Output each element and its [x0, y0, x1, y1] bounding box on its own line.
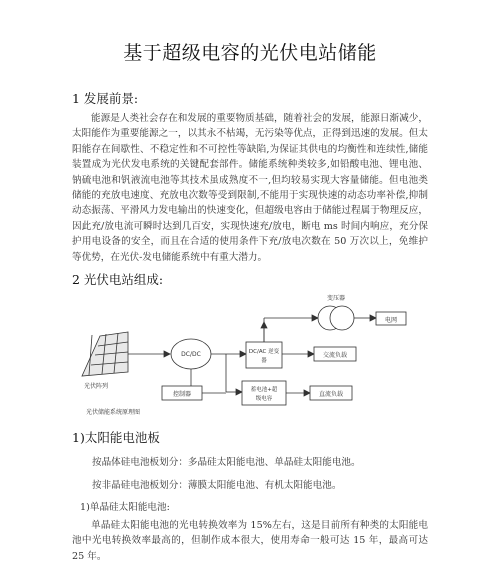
transformer-label: 变压器 — [326, 295, 346, 302]
section-heading-composition: 2 光伏电站组成: — [72, 272, 164, 287]
ac-load-label: 交流负载 — [322, 352, 348, 359]
subheading-mono-crystalline: 1)单晶硅太阳能电池: — [80, 502, 170, 513]
amorphous-classification: 按非晶硅电池板划分：薄膜太阳能电池、有机太阳能电池。 — [92, 480, 342, 491]
pv-array-icon — [82, 332, 128, 376]
grid-label: 电网 — [384, 317, 398, 324]
pv-array-label: 光伏阵列 — [84, 383, 109, 390]
dcac-label-line2: 器 — [261, 358, 267, 364]
crystalline-classification: 按晶体硅电池板划分：多晶硅太阳能电池、单晶硅太阳能电池。 — [92, 457, 361, 468]
mono-crystalline-paragraph-text: 单晶硅太阳能电池的光电转换效率为 15%左右，这是目前所有种类的太阳能电池中光电转换效率最高的，但制作成本很大，使用寿命一般可达 15 年，最高可达 25 年。 — [72, 520, 428, 562]
section-heading-prospects: 1 发展前景: — [72, 91, 139, 106]
dcdc-label: DC/DC — [181, 351, 201, 358]
mono-crystalline-paragraph — [72, 518, 428, 564]
storage-label-line2: 级电容 — [255, 396, 273, 402]
dcac-label-line1: DC/AC 逆变 — [248, 349, 280, 355]
page-title: 基于超级电容的光伏电站储能 — [123, 42, 377, 64]
pv-storage-diagram — [80, 292, 420, 418]
section-heading-solar-panel: 1)太阳能电池板 — [72, 430, 160, 445]
diagram-caption: 光伏储能系统原理图 — [86, 409, 141, 416]
prospects-paragraph-text: 能源是人类社会存在和发展的重要物质基础，随着社会的发展，能源日渐减少，太阳能作为重要能源之一，以其永不枯竭，无污染等优点，正得到迅速的发展。但太阳能存在间歇性、不稳定性和不可控性等缺陷,为保证其供电的均衡性和连续性,储能装置成为光伏发电系统的关键配套部件。储能系统种类较多,如铅酸电池、锂电池、钠硫电池和钒液流电池等其技术虽成熟度不一,但均较易实现大容量储能。但电池类储能的充放电速度、充放电次数等受到限制,不能用于实现快速的动态功率补偿,抑制动态振荡、平滑风力发电输出的快速变化，但超级电容由于储能过程属于物理反应，因此充/放电流可瞬时达到几百安，实现快速充/放电，断电 ms 时间内响应，充分保护用电设备的安全，而且在合适的使用条件下充/放电次数在 50 万次以上，免维护等优势，在光伏-发电储能系统中有重大潜力。 — [72, 113, 428, 263]
controller-label: 控制器 — [172, 391, 192, 398]
prospects-paragraph — [72, 111, 428, 265]
storage-label-line1: 蓄电池+超 — [250, 387, 278, 393]
dc-load-label: 直流负载 — [318, 391, 344, 398]
